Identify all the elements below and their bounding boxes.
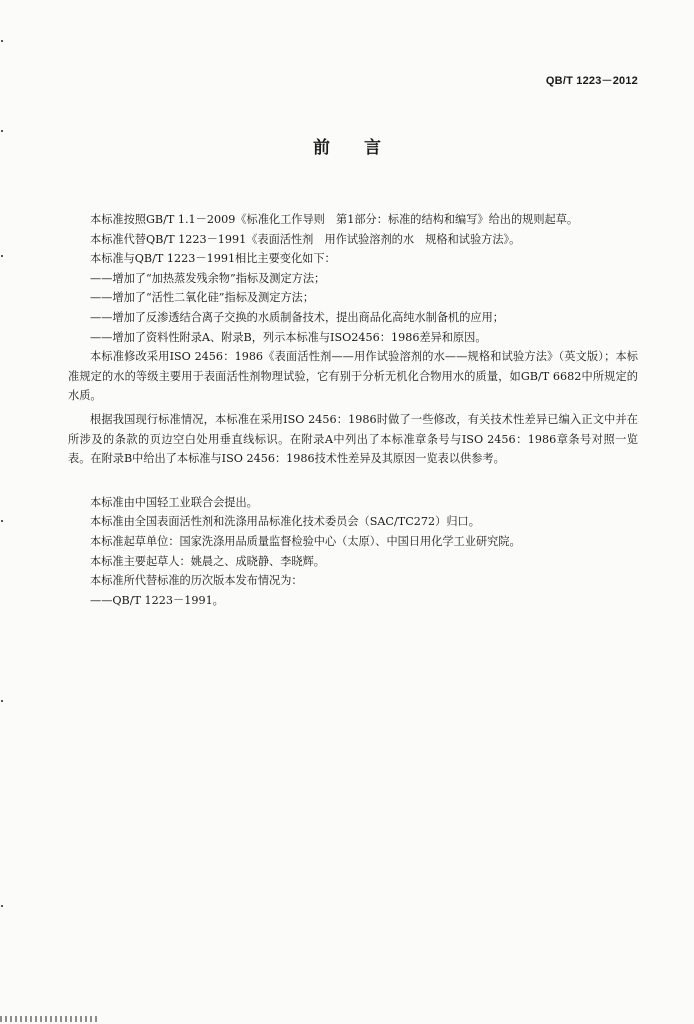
foreword-body bbox=[68, 210, 638, 610]
page-title: 前言 bbox=[313, 138, 415, 158]
paragraph-drafters: 本标准主要起草人：姚晨之、成晓静、李晓辉。 bbox=[90, 554, 325, 568]
change-item: ——增加了“加热蒸发残余物”指标及测定方法； bbox=[90, 271, 326, 285]
change-item: ——增加了反渗透结合离子交换的水质制备技术，提出商品化高纯水制备机的应用； bbox=[90, 310, 504, 324]
history-item: ——QB/T 1223－1991。 bbox=[90, 593, 224, 607]
paragraph-changes-intro: 本标准与QB/T 1223－1991相比主要变化如下： bbox=[90, 252, 336, 266]
paragraph-iso-adoption: 本标准修改采用ISO 2456：1986《表面活性剂——用作试验溶剂的水——规格和试验方法》（英文版）；本标准规定的水的等级主要用于表面活性剂物理试验，它有别于分析无机化合物用水的质量，如GB/T 6682中所规定的水质。 bbox=[68, 350, 638, 403]
paragraph-proposed-by: 本标准由中国轻工业联合会提出。 bbox=[90, 495, 258, 509]
paragraph-drafting-rules: 本标准按照GB/T 1.1－2009《标准化工作导则 第1部分：标准的结构和编写》给出的规则起草。 bbox=[90, 213, 579, 226]
change-item: ——增加了资料性附录A、附录B，列示本标准与ISO2456：1986差异和原因。 bbox=[90, 330, 487, 344]
paragraph-history-intro: 本标准所代替标准的历次版本发布情况为： bbox=[90, 574, 303, 588]
change-item: ——增加了“活性二氧化硅”指标及测定方法； bbox=[90, 291, 315, 305]
scan-bottom-noise bbox=[0, 1016, 100, 1022]
paragraph-replaces: 本标准代替QB/T 1223－1991《表面活性剂 用作试验溶剂的水 规格和试验方法》。 bbox=[90, 232, 521, 246]
standard-code: QB/T 1223－2012 bbox=[545, 75, 638, 87]
paragraph-modifications: 根据我国现行标准情况，本标准在采用ISO 2456：1986时做了一些修改，有关技术性差异已编入正文中并在所涉及的条款的页边空白处用垂直线标识。在附录A中列出了本标准章条号与ISO 2456：1986章条号对照一览表。在附录B中给出了本标准与ISO 2456：1986技术性差异及其原因一览表以供参考。 bbox=[68, 412, 638, 466]
paragraph-committee: 本标准由全国表面活性剂和洗涤用品标准化技术委员会（SAC/TC272）归口。 bbox=[90, 515, 480, 529]
paragraph-drafting-units: 本标准起草单位：国家洗涤用品质量监督检验中心（太原）、中国日用化学工业研究院。 bbox=[90, 534, 521, 548]
